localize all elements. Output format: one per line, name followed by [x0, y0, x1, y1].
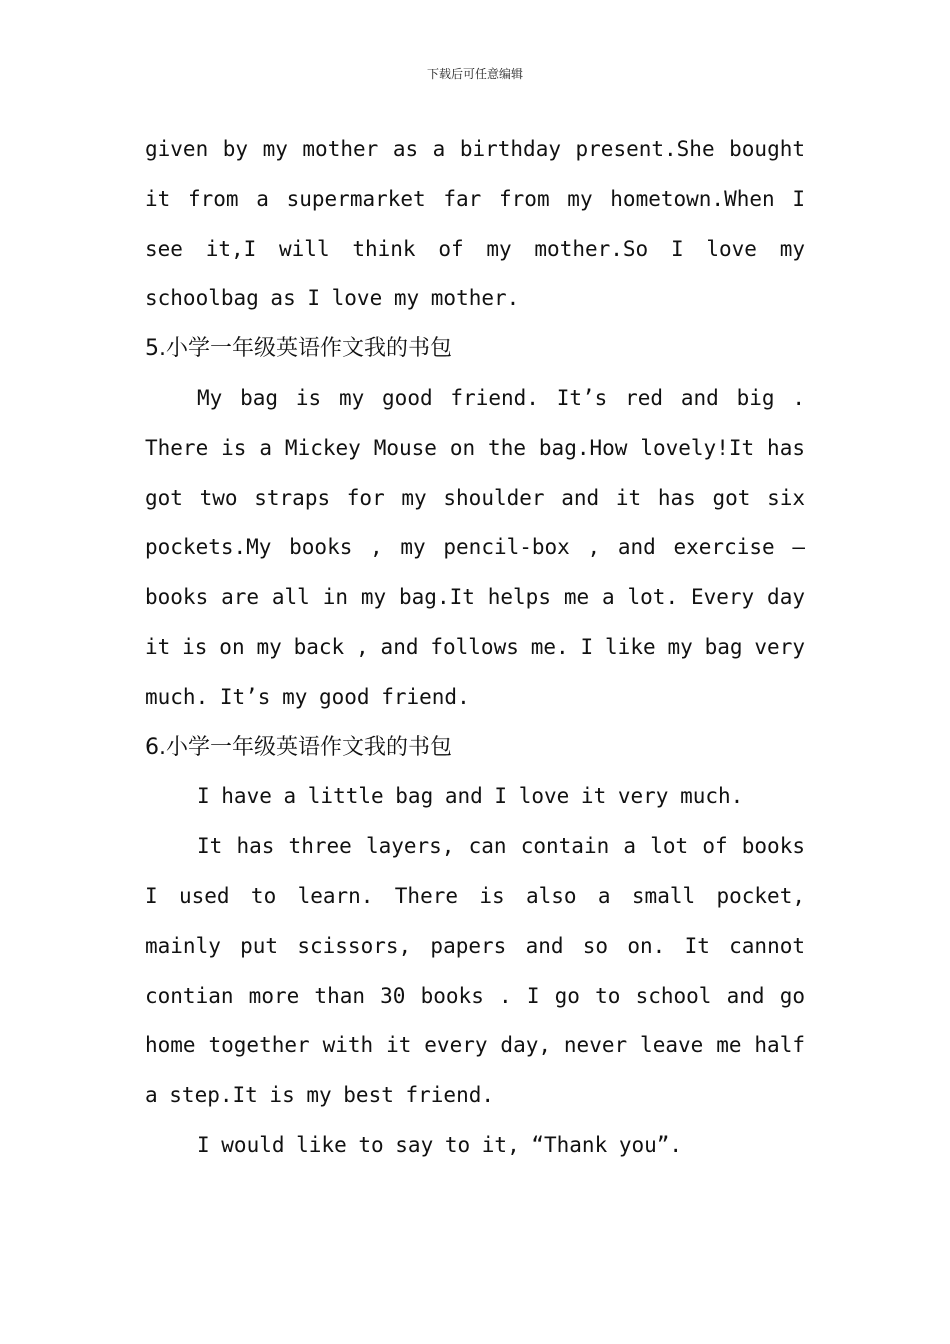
document-body: [145, 125, 805, 1171]
page-header: 下载后可任意编辑: [426, 67, 523, 81]
paragraph: I have a little bag and I love it very much.: [197, 784, 744, 809]
paragraph: I would like to say to it, “Thank you”.: [197, 1132, 683, 1157]
section-heading-6: 6.小学一年级英语作文我的书包: [145, 734, 452, 760]
section-heading-5: 5.小学一年级英语作文我的书包: [145, 336, 452, 362]
paragraph: My bag is my good friend. It’s red and big . There is a Mickey Mouse on the bag.How lovely!It has got two straps for my shoulder and it has got six pockets.My books , my pencil-box , and exercise –books are all in my bag.It helps me a lot. Every day it is on my back , and follows me. I like my bag very much. It’s my good friend.: [145, 385, 805, 709]
paragraph-continuation: given by my mother as a birthday present.She bought it from a supermarket far from my hometown.When I see it,I will think of my mother.So I love my schoolbag as I love my mother.: [145, 137, 805, 311]
paragraph: It has three layers, can contain a lot of books I used to learn. There is also a small pocket, mainly put scissors, papers and so on. It cannot contian more than 30 books . I go to school and go home together with it every day, never leave me half a step.It is my best friend.: [145, 834, 805, 1108]
